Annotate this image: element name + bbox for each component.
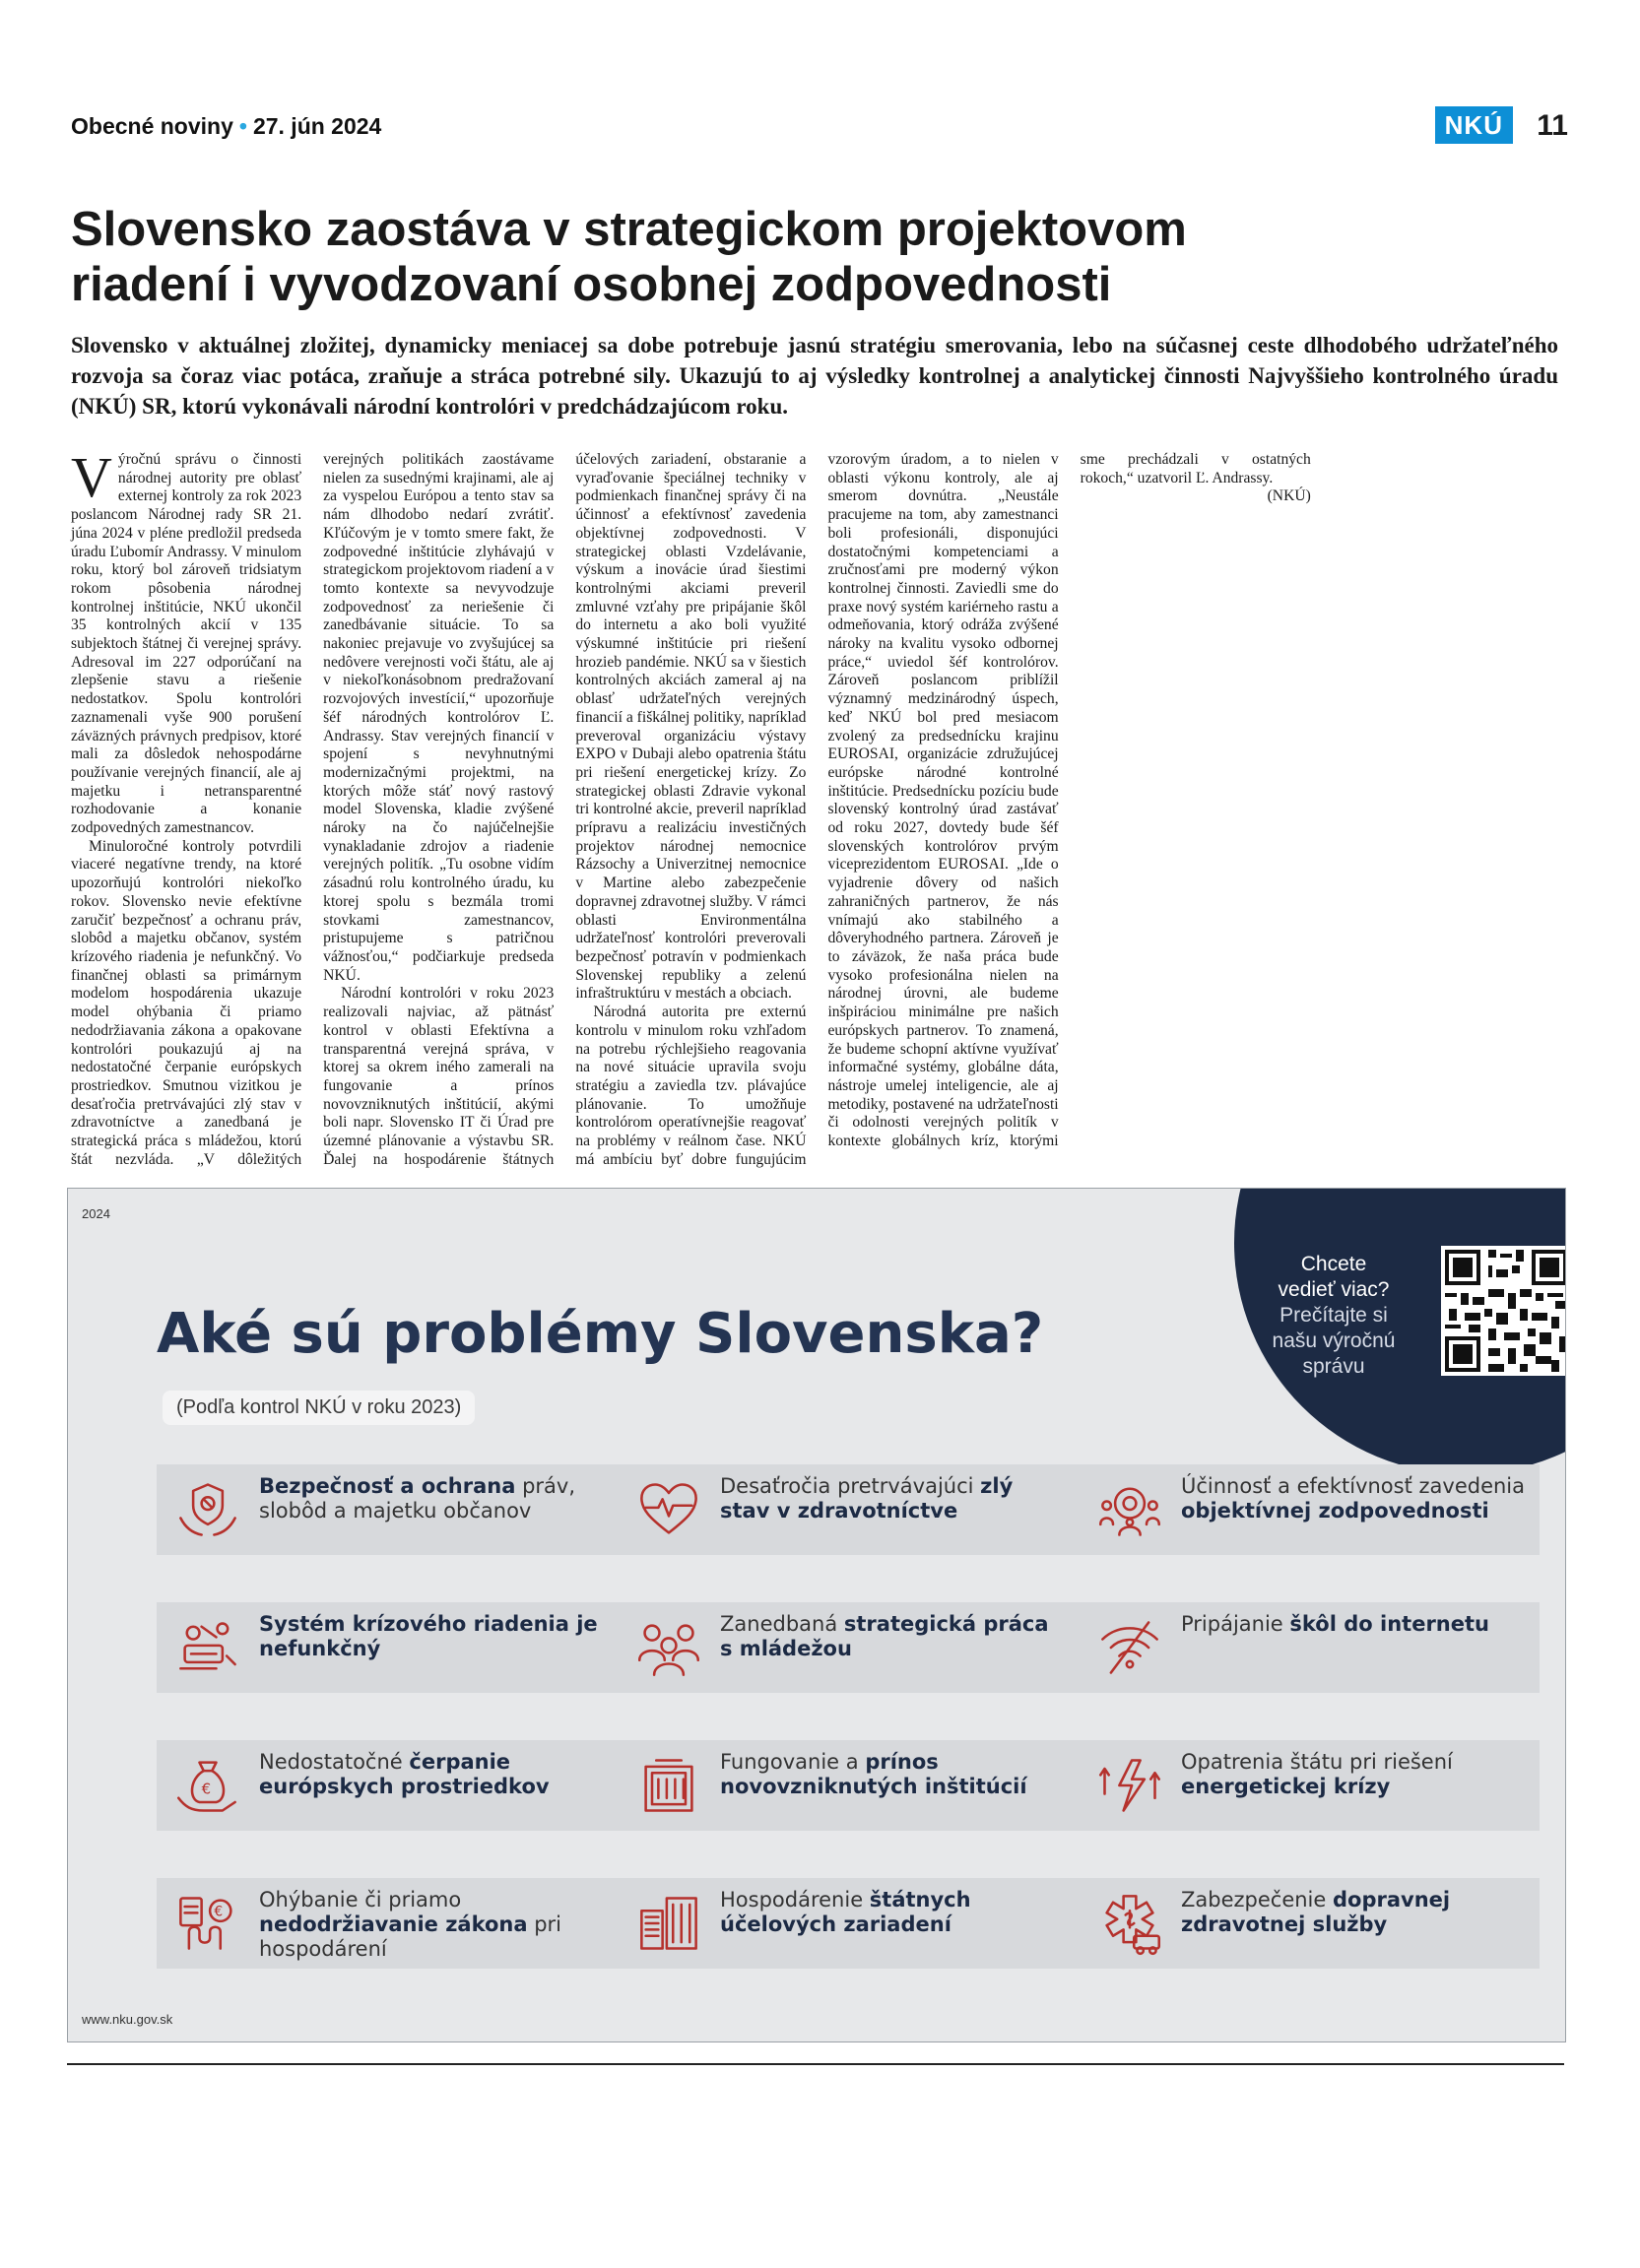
euro-bag-icon: [174, 1752, 241, 1819]
cta-line-4: našu výročnú: [1272, 1329, 1396, 1352]
card-text-b: energetickej krízy: [1181, 1775, 1391, 1798]
article-headline: [71, 202, 1568, 312]
card-text-b: čerpanie európskych prostriedkov: [259, 1750, 550, 1798]
problem-card: [618, 1602, 1079, 1693]
state-buildings-icon: [635, 1890, 702, 1957]
cta-line-1: Chcete: [1300, 1253, 1367, 1275]
problem-card: [157, 1740, 618, 1831]
card-text-b: prínos novovzniknutých inštitúcií: [720, 1750, 1027, 1798]
card-text: [259, 1750, 604, 1799]
page-number: 11: [1537, 109, 1568, 142]
cta-line-5: správu: [1302, 1355, 1365, 1378]
card-text-a: Desaťročia pretrvávajúci: [720, 1474, 981, 1498]
card-text: [720, 1474, 1065, 1523]
card-text-a: Nedostatočné: [259, 1750, 410, 1774]
card-text: [720, 1612, 1065, 1661]
article-signature: (NKÚ): [1267, 487, 1311, 505]
headline-line-2: riadení i vyvodzovaní osobnej zodpovednosti: [71, 258, 1112, 311]
card-text-b: zlý stav: [720, 1474, 1014, 1523]
article-body: [71, 445, 1563, 1180]
card-text-b: štátnych účelových zariadení: [720, 1888, 971, 1936]
body-paragraph-1: [71, 445, 302, 838]
bent-law-icon: [174, 1890, 241, 1957]
problem-card: [618, 1878, 1079, 1969]
card-text-b: práv, slobôd a majetku občanov: [259, 1474, 576, 1523]
card-text-a: Fungovanie a: [720, 1750, 866, 1774]
problem-card: [1079, 1602, 1540, 1693]
problem-card: [157, 1464, 618, 1555]
card-text: [1181, 1888, 1526, 1937]
card-text-c: v zdravotníctve: [769, 1499, 958, 1523]
infographic-subtitle: (Podľa kontrol NKÚ v roku 2023): [163, 1391, 475, 1425]
problem-card: [1079, 1464, 1540, 1555]
card-text: [259, 1612, 604, 1661]
youth-group-icon: [635, 1614, 702, 1681]
infographic: [67, 1188, 1566, 2042]
shield-hands-icon: [174, 1476, 241, 1543]
svg-text:€: €: [214, 1904, 224, 1920]
separator-dot: •: [238, 113, 247, 139]
masthead: [71, 106, 1568, 146]
building-icon: [635, 1752, 702, 1819]
heart-pulse-icon: [635, 1476, 702, 1543]
qr-code-icon[interactable]: [1441, 1246, 1566, 1376]
body-paragraph-2: Minuloročné kontroly potvrdili viaceré negatívne trendy, na ktoré upozorňujú kontrolóri niekoľko rokov. Slovensko nevie efektívne zaručiť bezpečnosť a ochranu práv, slobôd a majetku občanov, systém krízového riadenia je nefunkčný. Vo finančnej oblasti sa primárnym modelom hospodárenia ukazuje model ohýbania či priamo nedodržiavania zákona a opakovane kontrolóri poukazujú aj na nedostatočné čerpanie európskych prostriedkov. Smutnou vizitkou je desaťročia pretrvávajúci zlý stav v zdravotníctve a zanedbaná je strategická práca s mládežou, ktorú štát nezvláda. „V dôležitých verejných politikách zaostávame nielen za susednými krajinami, ale aj za vyspelou Európou a tento stav sa nám dlhodobo nedarí zvrátiť. Kľúčovým je v tomto smere fakt, že zodpovedné inštitúcie zlyhávajú v strategickom projektovom riadení a v tomto kontexte sa nevyvodzuje zodpovednosť za neriešenie či zanedbávanie situácie. To sa nakoniec prejavuje vo zvyšujúcej sa nedôvere verejnosti voči štátu, ale aj v niekoľkonásobnom predražovaní rozvojových investícií,“ upozorňuje šéf národných kontrolórov Ľ. Andrassy. Stav verejných financií v spojení s nevyhnutnými modernizačnými projektmi, na ktorých môže stáť nový rastový model Slovenska, kladie zvýšené nároky na čo najúčelnejšie vynakladanie zdrojov a riadenie verejných politík. „Tu osobne vidím zásadnú rolu kontrolného úradu, ku ktorej spolu s bezmála tromi stovkami zamestnancov, pristupujeme s patričnou vážnosťou,“ podčiarkuje predseda NKÚ.: [71, 451, 555, 1168]
card-text-a: Pripájanie: [1181, 1612, 1290, 1636]
bottom-divider: [67, 2063, 1564, 2065]
energy-arrows-icon: [1096, 1752, 1163, 1819]
card-text-a: Hospodárenie: [720, 1888, 870, 1912]
cta-line-3: Prečítajte si: [1279, 1304, 1388, 1327]
problem-card: [1079, 1878, 1540, 1969]
body-paragraph-3: Národní kontrolóri v roku 2023 realizovali najviac, až pätnásť kontrol v oblasti Efektívna a transparentná verejná správa, v ktorej sa okrem iného zamerali na fungovanie a prínos novovzniknutých inštitúcií, akými boli napr. Slovensko IT či Úrad pre územné plánovanie a výstavbu SR. Ďalej na hospodárenie štátnych účelových zariadení, obstaranie a vyraďovanie špeciálnej techniky v podmienkach finančnej správy či na účinnosť a efektívnosť zavedenia objektívnej zodpovednosti. V strategickej oblasti Vzdelávanie, výskum a inovácie úrad šiestimi kontrolnými akciami preveril zmluvné vzťahy pre pripájanie škôl do internetu a ako boli využité výskumné inštitúcie pri riešení hrozieb pandémie. NKÚ sa v šiestich kontrolných akciách zameral aj na oblasť udržateľných verejných financií a fiškálnej politiky, napríklad preveroval organizáciu výstavy EXPO v Dubaji alebo opatrenia štátu pri riešení energetickej krízy. Zo strategickej oblasti Zdravie vykonal tri kontrolné akcie, preveril napríklad prípravu a realizáciu investičných projektov národnej nemocnice Rázsochy a Univerzitnej nemocnice v Martine alebo zabezpečenie dopravnej zdravotnej služby. V rámci oblasti Environmentálna udržateľnosť kontrolóri preverovali bezpečnosť potravín v podmienkach Slovenskej republiky a zelenú infraštruktúru v mestách a obciach.: [323, 451, 807, 1168]
card-text-b: nedodržiavanie zákona: [259, 1912, 528, 1936]
card-text-a: Zanedbaná: [720, 1612, 844, 1636]
card-text-b: strategická práca s mládežou: [720, 1612, 1049, 1660]
problem-card: [618, 1464, 1079, 1555]
headline-line-1: Slovensko zaostáva v strategickom projektovom: [71, 203, 1187, 256]
article-lead: Slovensko v aktuálnej zložitej, dynamicky meniacej sa dobe potrebuje jasnú stratégiu smerovania, lebo na súčasnej ceste dlhodobého udržateľného rozvoja sa čoraz viac potáca, zraňuje a stráca potrebné sily. Ukazujú to aj výsledky kontrolnej a analytickej činnosti Najvyššieho kontrolného úradu (NKÚ) SR, ktorú vykonávali národní kontrolóri v predchádzajúcom roku.: [71, 333, 1558, 419]
issue-date: 27. jún 2024: [252, 113, 382, 139]
card-text-b: je nefunkčný: [259, 1612, 598, 1660]
card-text-c: pri hospodárení: [259, 1912, 562, 1961]
body-paragraph-1-text: ýročnú správu o činnosti národnej autority pre oblasť externej kontroly za rok 2023 poslancom Národnej rady SR 21. júna 2024 v pléne predložil predseda úradu Ľubomír Andrassy. V minulom roku, ktorý bol zároveň tridsiatym rokom pôsobenia národnej kontrolnej inštitúcie, NKÚ ukončil 35 kontrolných akcií v 135 subjektoch štátnej či verejnej správy. Adresoval im 227 odporúčaní na zlepšenie stavu a riešenie nedostatkov. Spolu kontrolóri zaznamenali vyše 900 porušení záväzných právnych predpisov, ktoré mali za dôsledok nehospodárne používanie verejných financií, ale aj majetku i netransparentné rozhodovanie a konanie zodpovedných zamestnancov.: [71, 451, 302, 837]
crisis-system-icon: [174, 1614, 241, 1681]
card-text-a: Opatrenia štátu pri riešení: [1181, 1750, 1453, 1774]
card-text: [1181, 1612, 1526, 1637]
card-text: [720, 1750, 1065, 1799]
card-text: [259, 1888, 604, 1962]
publication-name: Obecné noviny: [71, 113, 233, 139]
card-text: [1181, 1750, 1526, 1799]
problem-card: [157, 1878, 618, 1969]
dropcap: V: [71, 445, 112, 509]
infographic-title: Aké sú problémy Slovenska?: [157, 1302, 1044, 1366]
card-text-a: Účinnosť a efektívnosť zavedenia: [1181, 1474, 1526, 1498]
report-cta: [1240, 1252, 1427, 1380]
card-text-a: Zabezpečenie: [1181, 1888, 1333, 1912]
card-text-b: dopravnej zdravotnej služby: [1181, 1888, 1451, 1936]
svg-text:€: €: [201, 1780, 212, 1798]
card-text: [259, 1474, 604, 1523]
body-paragraph-4: Národná autorita pre externú kontrolu v minulom roku vzhľadom na potrebu rýchlejšieho reagovania na nové situácie upravila svoju stratégiu a zaviedla tzv. plávajúce plánovanie. To umožňuje kontrolórom operatívnejšie reagovať na problémy v reálnom čase. NKÚ má ambíciu byť dobre fungujúcim vzorovým úradom, a to nielen v oblasti výkonu kontroly, ale aj smerom dovnútra. „Neustále pracujeme na tom, aby zamestnanci boli profesionáli, disponujúci dostatočnými kompetenciami a zručnosťami pre moderný výkon kontrolnej činnosti. Zaviedli sme do praxe nový systém kariérneho rastu a odmeňovania, ktorý odráža zvýšené nároky na kvalitu vysoko odbornej práce,“ uviedol šéf kontrolórov. Zároveň poslancom priblížil významný medzinárodný úspech, keď NKÚ bol pred mesiacom zvolený za predsednícku krajinu EUROSAI, organizácie združujúcej európske národné kontrolné inštitúcie. Predsednícku pozíciu bude slovenský kontrolný úrad zastávať od roku 2027, dovtedy bude šéf slovenských kontrolórov prvým viceprezidentom EUROSAI. „Ide o vyjadrenie dôvery od našich zahraničných partnerov, že nás vnímajú ako stabilného a dôveryhodného partnera. Zároveň je to záväzok, že naša práca bude vysoko profesionálna nielen na národnej úrovni, ale budeme inšpiráciou minimálne pre našich európskych partnerov. To znamená, že budeme schopní aktívne využívať informačné systémy, globálne dáta, nástroje umelej inteligencie, ale aj metodiky, postavené na udržateľnosti či odolnosti verejných politík v kontexte globálnych kríz, ktorými sme prechádzali v ostatných rokoch,“ uzatvoril Ľ. Andrassy.: [575, 451, 1311, 1168]
card-text-b: škôl do internetu: [1289, 1612, 1489, 1636]
card-text: [720, 1888, 1065, 1937]
card-text-a: Bezpečnosť a ochrana: [259, 1474, 516, 1498]
problem-card: [157, 1602, 618, 1693]
infographic-url[interactable]: www.nku.gov.sk: [82, 2012, 173, 2027]
infographic-year: 2024: [82, 1206, 110, 1221]
scales-people-icon: [1096, 1476, 1163, 1543]
no-wifi-icon: [1096, 1614, 1163, 1681]
nku-logo: NKÚ: [1435, 106, 1513, 144]
ambulance-icon: [1096, 1890, 1163, 1957]
masthead-left: [71, 106, 381, 146]
card-text-a: Ohýbanie či priamo: [259, 1888, 462, 1912]
card-text-b: objektívnej zodpovednosti: [1181, 1499, 1489, 1523]
card-text-a: Systém krízového riadenia: [259, 1612, 569, 1636]
card-text: [1181, 1474, 1526, 1523]
problem-card: [618, 1740, 1079, 1831]
cta-line-2: vedieť viac?: [1278, 1278, 1390, 1301]
problem-card: [1079, 1740, 1540, 1831]
